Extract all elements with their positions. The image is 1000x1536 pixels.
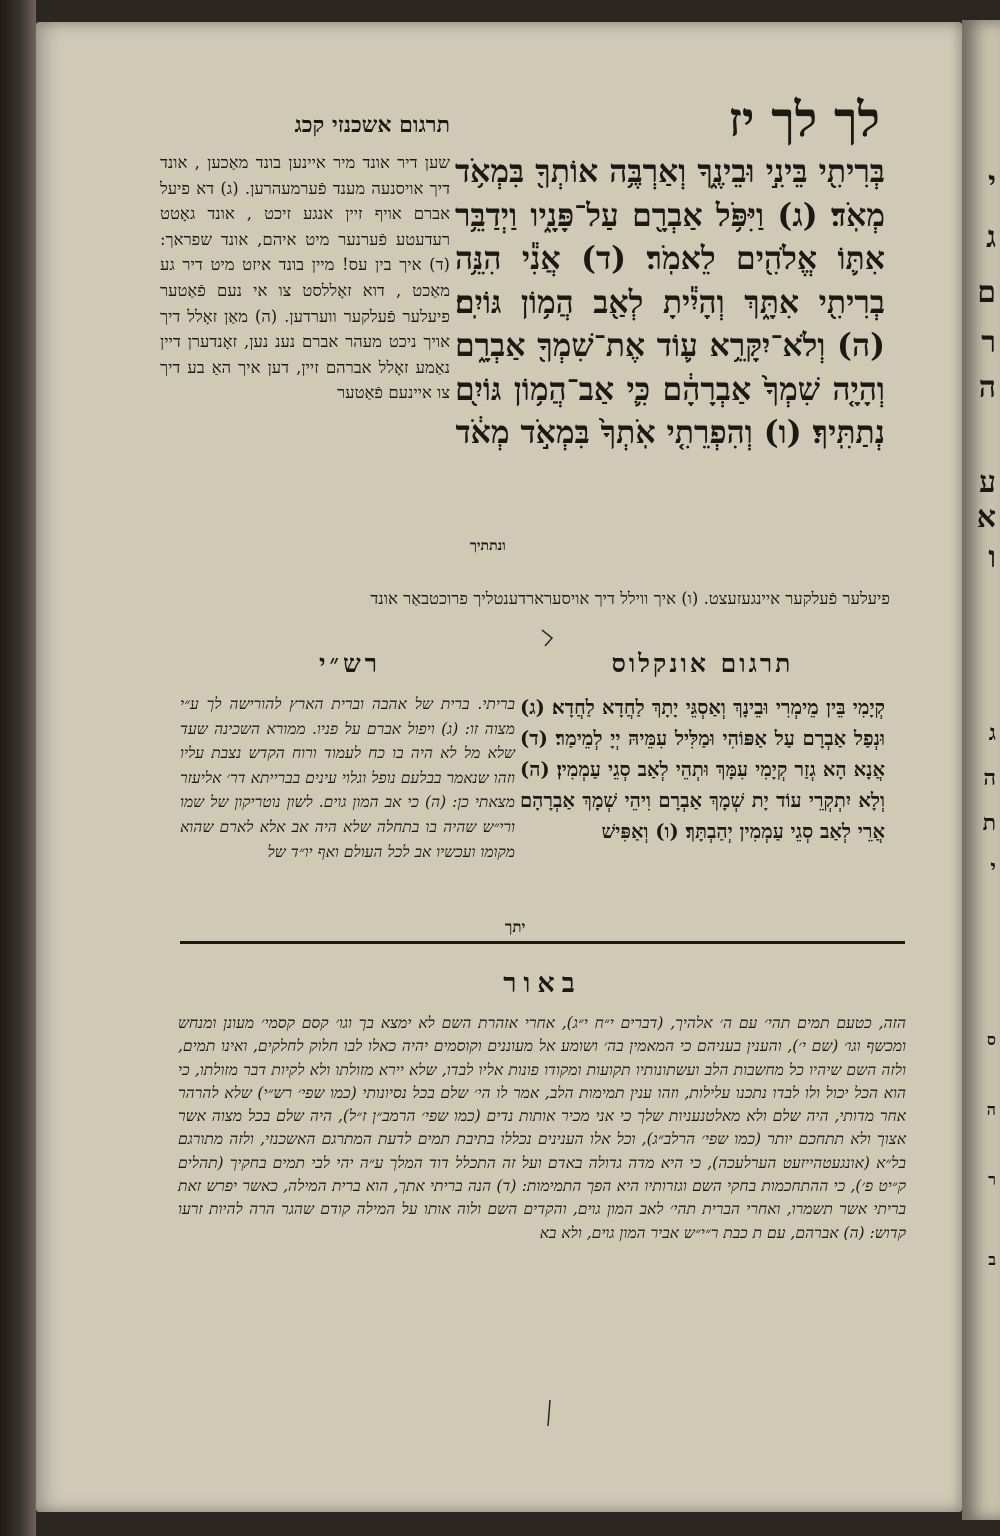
torah-text-column: בְּרִיתִ֖י בֵּינִ֣י וּבֵינֶ֑ךָ וְאַרְבֶּ֥ה אוֹתְךָ֖ בִּמְאֹ֥ד מְאֹֽד׃ (ג) וַיִּפֹּ֥ל אַבְרָ֖ם עַל־פָּנָ֑יו וַיְדַבֵּ֥ר אִתּ֛וֹ אֱלֹהִ֖ים לֵאמֹֽר׃ (ד) אֲנִ֕י הִנֵּ֥ה בְרִיתִ֖י אִתָּ֑ךְ וְהָיִ֕יתָ לְאַ֖ב הֲמ֥וֹן גּוֹיִֽם׃ (ה) וְלֹא־יִקָּרֵ֥א ע֛וֹד אֶת־שִׁמְךָ֖ אַבְרָ֑ם וְהָיָ֤ה שִׁמְךָ֙ אַבְרָהָ֔ם כִּ֛י אַב־הֲמ֥וֹן גּוֹיִ֖ם נְתַתִּֽיךָ׃ (ו) וְהִפְרֵתִ֤י אֹֽתְךָ֙ בִּמְאֹ֣ד מְאֹ֔ד — [455, 153, 885, 451]
rashi-header: רש״י — [318, 649, 382, 678]
onkelos-catchword: יתך — [505, 918, 526, 936]
facing-page-edge — [962, 20, 1000, 1520]
beur-header: באור — [503, 968, 582, 999]
torah-catchword: ונתתיך — [470, 538, 506, 554]
beur-commentary-text: הזה, כטעם תמים תהי׳ עם ה׳ אלהיך, (דברים י״ח י״ג), אחרי אזהרת השם לא ימצא בך וגו׳ קסם קסמי׳ מעונן ומנחש ומכשף וגו׳ (שם י׳), והענין בעניהם כי המאמין בה׳ ושומע אל מעוננים וקוסמים יהיה כאלו לבו חלוק לחלקים, ואינו תמים, ולזה השם שיהיו כל מחשבות הלב ועשתונותיו תקועות ומקודו פונות אליו לבדו, שלא יירא מזולתו ולא לקיות דבר מזולתו, כי הוא הכל יכול ולו לבדו נתכנו עלילות, וזהו ענין תמימות הלב, אמר לו הי׳ שלם בכל נסיונותי (כמו שפי׳ רש״י) שלא להרהר אחר מדותי, היה שלם ולא מאלטנעניות שלך כי אני מכיר אותות נדים (כמו שפי׳ הרמב״ן ז״ל), היה שלם בכל מצוה אשר אצוך ולא תתחכם יותר (כמו שפי׳ הרלב״ג), וכל אלו הענינים נכללו בתיבת תמים לדעת המתרגם האשכנזי, ולזה מתורגם בל״א (אונגעטהייזעט הערלעכה), כי היא מדה גדולה באדם ועל זה התכלל דוד המלך ע״ה יהי לבי תמים בחקיך (תהלים ק״יט פ׳), כי ההתחכמות בחקי השם וגזרותיו היא הפך התמימות: (ד) הנה בריתי אתך, הוא ברית המילה, כאשר יפרש זאת בריתי אשר תשמרו, ואחרי הברית תהי׳ לאב המון גוים, והקדים השם ולוה אותו על המילה קודם שהגר הרה להיות זרעו קדוש: (ה) אברהם, עם ת כבת ר״י״ש אביר המון גוים, ולא בא — [178, 1014, 906, 1242]
ink-mark-icon — [540, 628, 554, 648]
edge-letter: ם — [977, 275, 996, 310]
rashi-text-column: בריתי. ברית של אהבה וברית הארץ להורישה לך ע״י מצוה זו: (ג) ויפול אברם על פניו. ממורא השכינה שעד שלא מל לא היה בו כח לעמוד ורוח הקדש נצבת עליו וזהו שנאמר בבלעם נופל וגלוי עינים בברייתא דר׳ אליעזר מצאתי כן: (ה) כי אב המון גוים. לשון נוטריקון של שמו ורי״ש שהיה בו בתחלה שלא היה אב אלא לארם שהוא מקומו ועכשיו אב לכל העולם ואף יו״ד של — [180, 695, 515, 861]
yiddish-translation-header: תרגום אשכנזי קכג — [294, 112, 450, 138]
edge-letter: ו — [988, 540, 996, 575]
edge-letter: י — [990, 855, 996, 881]
parsha-chapter-header: לך לך יז — [728, 92, 880, 148]
edge-letter: ג — [988, 720, 996, 746]
edge-letter: ע — [979, 465, 996, 500]
edge-letter: ה — [986, 1100, 996, 1119]
yiddish-translation-column: שען דיר אונד מיר איינען בונד מאַכען , אונד דיך אויסנעה מענד פֿערמעהרען. (ג) דא פיעל אברם אויף זיין אנגע זיכט , אונד גאָטט רעדעטע פֿערנער מיט איהם, אונד שפראך: (ד) איך בין עס! מיין בונד איזט מיט דיר גע מאַכט , דוא זאָללסט צו אי נעם פֿאַטער פיעלער פֿעלקער ווערדען. (ה) מאַן זאָלל דיך אויך ניכט מעהר אברם נענ נען, זאָנדערן דיין נאַמע זאָלל אברהם זיין, דען איך האַ בע דיך צו איינעם פֿאַטער — [160, 153, 450, 403]
edge-letter: ג — [986, 220, 996, 255]
edge-letter: ת — [982, 810, 996, 836]
yiddish-translation-continuation: פיעלער פֿעלקער איינגעזעצט. (ו) איך ווילל דיך אויסערארדענטליך פרוכטבאַר אונד — [370, 589, 890, 608]
edge-letter: א — [976, 500, 996, 535]
section-divider — [180, 941, 905, 944]
onkelos-header: תרגום אונקלוס — [611, 649, 794, 678]
edge-letter: ר — [988, 1170, 996, 1189]
edge-letter: ה — [983, 765, 996, 791]
ink-mark-icon — [546, 1398, 552, 1428]
onkelos-text-column: קְיָמִי בֵּין מֵימְרִי וּבֵינָךְ וְאַסְגֵּי יָתָךְ לַחֲדָא לַחֲדָא׃ (ג) וּנְפַל אַבְרָם עַל אַפּוֹהִי וּמַלִּיל עִמֵּיהּ יְיָ לְמֵימַר׃ (ד) אֲנָא הָא גְזַר קְיָמִי עִמָּךְ וּתְהֵי לְאַב סְגֵי עַמְמִין׃ (ה) וְלָא יִתְקְרֵי עוֹד יָת שְׁמָךְ אַבְרָם וִיהֵי שְׁמָךְ אַבְרָהָם אֲרֵי לְאַב סְגֵי עַמְמִין יְהַבְתָּךְ׃ (ו) וְאַפִּישׁ — [520, 696, 885, 843]
edge-letter: ס — [986, 1030, 996, 1049]
book-binding-edge — [0, 0, 36, 1536]
edge-letter: ב — [988, 1250, 996, 1269]
edge-letter: ה — [978, 370, 996, 405]
edge-letter: י — [988, 165, 996, 200]
edge-letter: ר — [981, 325, 996, 360]
